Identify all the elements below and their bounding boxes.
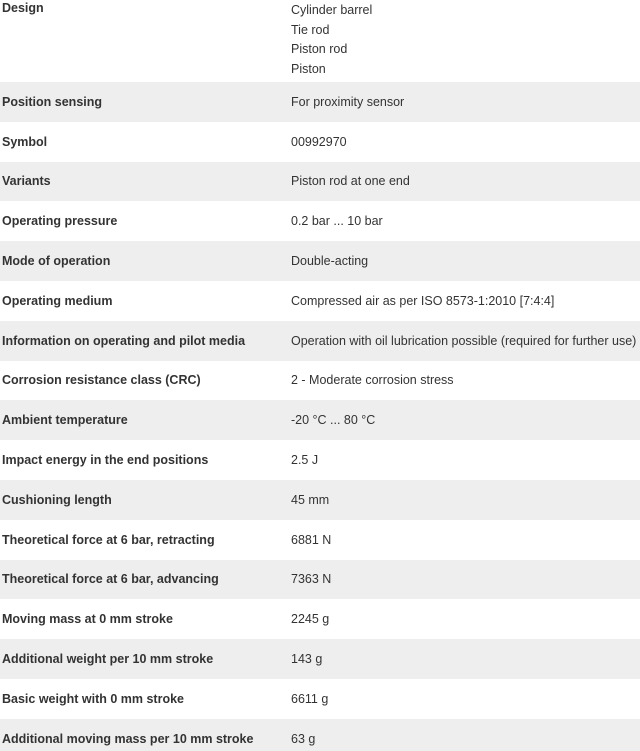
row-value: 63 g <box>291 731 316 746</box>
row-label: Design <box>2 1 44 15</box>
row-value-line: Cylinder barrel <box>291 3 373 17</box>
table-row <box>0 440 640 480</box>
table-row <box>0 560 640 600</box>
row-value: 143 g <box>291 652 323 667</box>
row-label: Theoretical force at 6 bar, advancing <box>2 572 219 587</box>
row-label: Variants <box>2 174 51 189</box>
row-value: 2.5 J <box>291 453 319 468</box>
table-row <box>0 321 640 361</box>
row-label: Information on operating and pilot media <box>2 333 246 348</box>
table-row <box>0 480 640 520</box>
row-label: Additional weight per 10 mm stroke <box>2 652 214 667</box>
row-label: Mode of operation <box>2 254 111 269</box>
row-label: Theoretical force at 6 bar, retracting <box>2 532 215 547</box>
row-label: Position sensing <box>2 94 103 109</box>
table-row <box>0 0 640 82</box>
row-value-line: Tie rod <box>291 22 330 37</box>
row-label: Cushioning length <box>2 492 112 507</box>
row-label: Operating medium <box>2 293 113 308</box>
row-value: 0.2 bar ... 10 bar <box>291 214 383 229</box>
row-label: Corrosion resistance class (CRC) <box>2 373 201 388</box>
row-value: 2 - Moderate corrosion stress <box>291 373 454 388</box>
row-value: 45 mm <box>291 492 330 507</box>
table-row <box>0 361 640 401</box>
table-row <box>0 639 640 679</box>
row-value: 00992970 <box>291 134 347 149</box>
table-row <box>0 201 640 241</box>
row-value: 2245 g <box>291 612 330 627</box>
table-row <box>0 281 640 321</box>
row-value: 6881 N <box>291 532 332 547</box>
row-label: Symbol <box>2 134 48 149</box>
table-row <box>0 679 640 719</box>
table-row <box>0 122 640 162</box>
table-row <box>0 719 640 751</box>
row-value-line: Piston <box>291 61 326 76</box>
row-label: Ambient temperature <box>2 413 128 428</box>
row-value: 6611 g <box>291 691 329 706</box>
table-row <box>0 520 640 560</box>
row-value: Compressed air as per ISO 8573-1:2010 [7:4:4] <box>291 293 555 308</box>
table-row <box>0 162 640 202</box>
table-row <box>0 400 640 440</box>
row-value: -20 °C ... 80 °C <box>291 413 376 428</box>
row-value <box>291 0 640 79</box>
row-value: 7363 N <box>291 572 332 587</box>
row-value: For proximity sensor <box>291 94 405 109</box>
table-row <box>0 241 640 281</box>
row-label: Moving mass at 0 mm stroke <box>2 612 173 627</box>
table-row <box>0 82 640 122</box>
row-label: Operating pressure <box>2 214 118 229</box>
table-row <box>0 599 640 639</box>
row-value: Double-acting <box>291 254 369 269</box>
row-value-line: Piston rod <box>291 42 348 56</box>
row-label: Basic weight with 0 mm stroke <box>2 691 184 706</box>
row-label: Impact energy in the end positions <box>2 453 209 468</box>
row-label: Additional moving mass per 10 mm stroke <box>2 731 254 746</box>
row-value: Operation with oil lubrication possible (required for further use) <box>291 333 637 348</box>
row-value: Piston rod at one end <box>291 174 410 189</box>
